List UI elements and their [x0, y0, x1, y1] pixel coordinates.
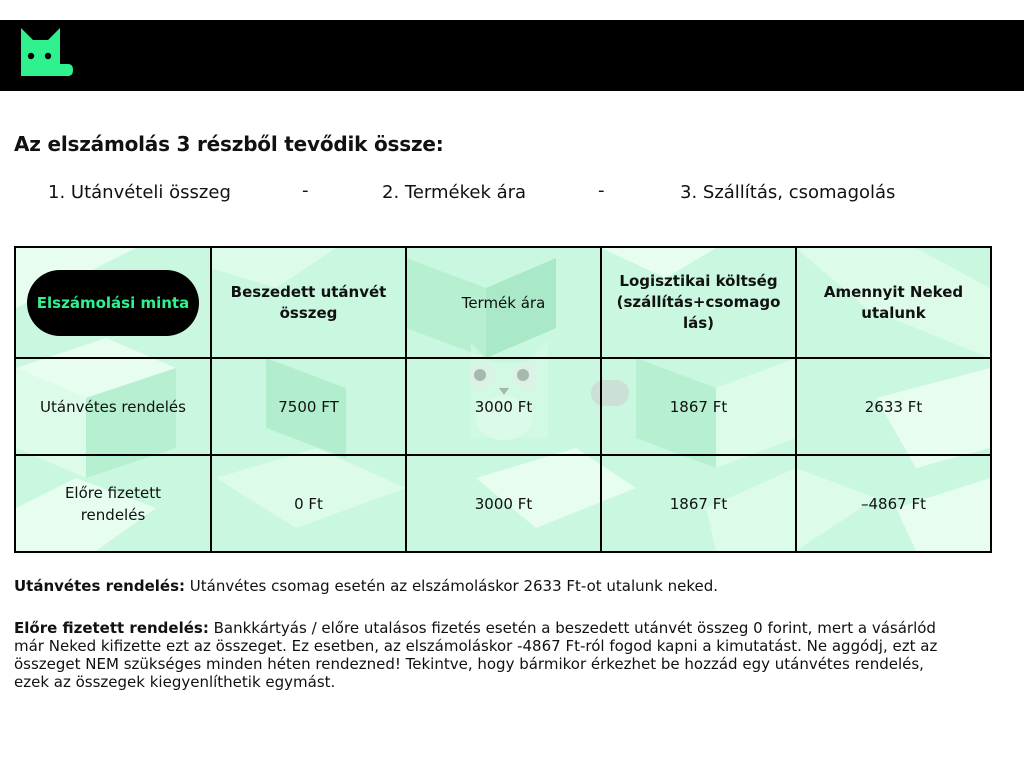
column-header-product-price: Termék ára: [461, 293, 546, 312]
row-label-cod-order: Utánvétes rendelés: [40, 397, 186, 416]
table-cell: 1867 Ft: [669, 397, 728, 416]
table-cell: –4867 Ft: [861, 494, 926, 513]
table-cell: 0 Ft: [294, 494, 323, 513]
note-prepaid-order: [14, 619, 944, 691]
step-separator: -: [302, 180, 309, 201]
table-cell: 2633 Ft: [864, 397, 923, 416]
step-1: 1. Utánvételi összeg: [48, 182, 231, 203]
note-text: Bankkártyás / előre utalásos fizetés esetén a beszedett utánvét összeg 0 forint, mert a vásárlód már Neked kifizette ezt az összeget. Ez esetben, az elszámoláskor -4867 Ft-ról fogod kapni a kimutatást. Ne aggódj, ezt az összeget NEM szükséges minden héten rendezned! Tekintve, hogy bármikor érkezhet be hozzád egy utánvétes rendelés, ezek az összegek kiegyenlíthetik egymást.: [14, 619, 938, 691]
table-corner: [16, 248, 210, 357]
table-cell: 7500 FT: [278, 397, 339, 416]
note-title: Előre fizetett rendelés:: [14, 619, 209, 637]
table-cell: 3000 Ft: [474, 397, 533, 416]
table-cell: 1867 Ft: [669, 494, 728, 513]
table-cell: 3000 Ft: [474, 494, 533, 513]
settlement-sample-badge: Elszámolási minta: [27, 270, 199, 336]
step-2: 2. Termékek ára: [382, 182, 527, 203]
note-text: Utánvétes csomag esetén az elszámoláskor 2633 Ft-ot utalunk neked.: [185, 577, 719, 595]
header-bar: [0, 20, 1024, 91]
page-heading: Az elszámolás 3 részből tevődik össze:: [14, 132, 444, 156]
note-title: Utánvétes rendelés:: [14, 577, 185, 595]
step-3: 3. Szállítás, csomagolás: [680, 182, 896, 203]
column-header-collected-cod: Beszedett utánvét összeg: [230, 282, 387, 322]
column-header-payout: Amennyit Neked utalunk: [823, 282, 964, 322]
step-separator: -: [598, 180, 605, 201]
cat-logo-icon[interactable]: [20, 28, 74, 76]
settlement-table: [14, 246, 992, 553]
row-label-prepaid-order: Előre fizetett rendelés: [64, 483, 162, 524]
note-cod-order: [14, 577, 944, 595]
column-header-logistics-cost: Logisztikai költség (szállítás+csomagolás): [616, 272, 781, 332]
